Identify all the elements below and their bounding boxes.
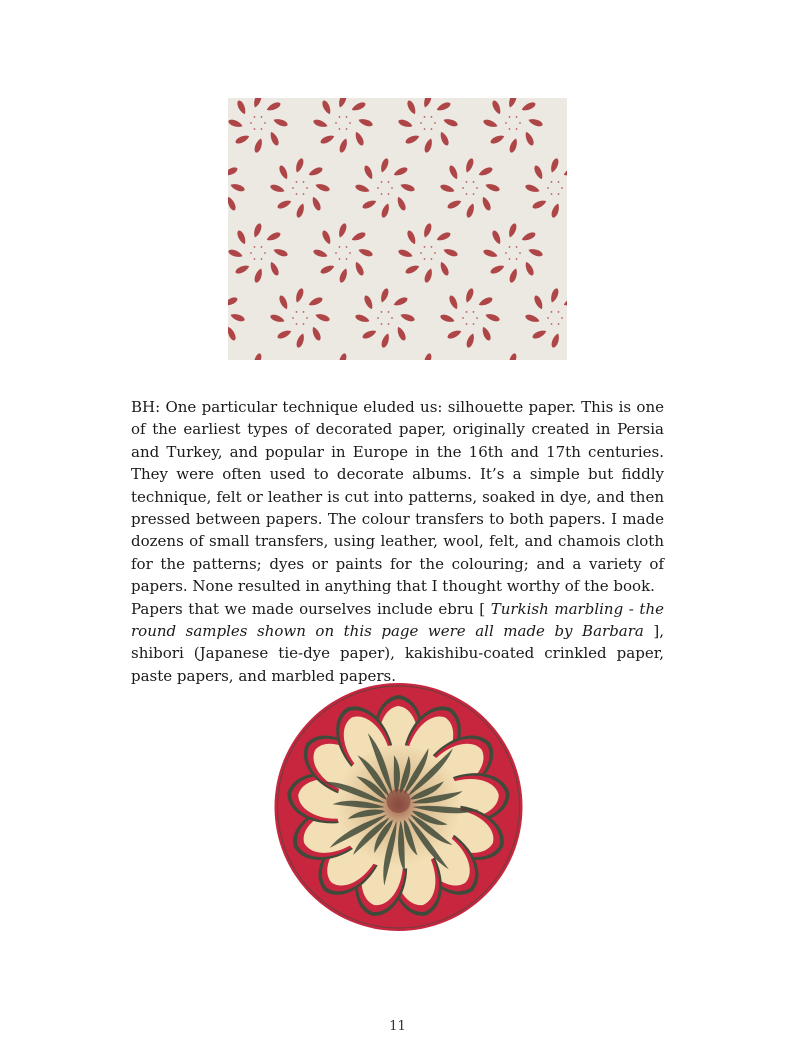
silhouette-petal <box>406 229 418 245</box>
silhouette-petal <box>423 138 434 154</box>
silhouette-dot <box>424 128 426 130</box>
silhouette-petal <box>404 133 420 145</box>
silhouette-rosette <box>397 352 458 360</box>
silhouette-rosette <box>524 287 567 348</box>
silhouette-petal <box>363 164 375 180</box>
silhouette-petal <box>273 247 289 258</box>
silhouette-petal <box>507 98 518 108</box>
silhouette-rosette <box>482 98 543 154</box>
silhouette-dot <box>346 258 348 260</box>
silhouette-dot <box>303 181 305 183</box>
silhouette-petal <box>276 198 292 210</box>
silhouette-petal <box>528 117 544 128</box>
silhouette-petal <box>489 133 505 145</box>
silhouette-dot <box>264 122 266 124</box>
silhouette-rosette <box>439 157 500 218</box>
silhouette-dot <box>303 193 305 195</box>
silhouette-petal <box>531 328 547 340</box>
silhouette-petal <box>338 138 349 154</box>
silhouette-petal <box>406 99 418 115</box>
silhouette-rosette <box>269 287 330 348</box>
silhouette-petal <box>278 164 290 180</box>
silhouette-dot <box>261 128 263 130</box>
silhouette-dot <box>462 187 464 189</box>
silhouette-dot <box>462 317 464 319</box>
silhouette-petal <box>400 182 416 193</box>
silhouette-petal <box>354 313 370 324</box>
silhouette-dot <box>264 252 266 254</box>
silhouette-petal <box>478 166 494 178</box>
silhouette-petal <box>423 268 434 284</box>
silhouette-petal <box>422 352 433 360</box>
silhouette-pattern <box>228 98 567 360</box>
silhouette-petal <box>278 294 290 310</box>
silhouette-petal <box>491 229 503 245</box>
silhouette-petal <box>228 166 239 178</box>
silhouette-petal <box>321 359 333 360</box>
silhouette-dot <box>431 258 433 260</box>
silhouette-dot <box>551 181 553 183</box>
silhouette-dot <box>476 187 478 189</box>
silhouette-petal <box>253 268 264 284</box>
silhouette-petal <box>294 157 305 173</box>
silhouette-dot <box>547 317 549 319</box>
silhouette-petal <box>338 268 349 284</box>
silhouette-dot <box>346 128 348 130</box>
silhouette-petal <box>480 326 492 342</box>
silhouette-petal <box>228 196 237 212</box>
silhouette-petal <box>549 287 560 303</box>
silhouette-petal <box>550 203 561 219</box>
silhouette-rosette <box>397 98 458 154</box>
silhouette-petal <box>380 333 391 349</box>
silhouette-petal <box>482 118 498 129</box>
silhouette-petal <box>273 117 289 128</box>
silhouette-petal <box>252 98 263 108</box>
silhouette-dot <box>381 311 383 313</box>
silhouette-dot <box>420 122 422 124</box>
silhouette-dot <box>335 252 337 254</box>
silhouette-petal <box>236 229 248 245</box>
silhouette-petal <box>310 196 322 212</box>
silhouette-petal <box>439 183 455 194</box>
silhouette-petal <box>438 261 450 277</box>
silhouette-petal <box>351 231 367 243</box>
silhouette-dot <box>431 116 433 118</box>
silhouette-dot <box>558 311 560 313</box>
silhouette-petal <box>397 248 413 259</box>
silhouette-dot <box>516 246 518 248</box>
silhouette-rosette <box>228 287 246 348</box>
silhouette-dot <box>558 181 560 183</box>
silhouette-dot <box>424 246 426 248</box>
silhouette-rosette <box>312 222 373 283</box>
silhouette-petal <box>523 131 535 147</box>
silhouette-petal <box>276 328 292 340</box>
silhouette-dot <box>509 128 511 130</box>
silhouette-petal <box>295 333 306 349</box>
silhouette-dot <box>558 193 560 195</box>
silhouette-dot <box>388 181 390 183</box>
silhouette-petal <box>439 313 455 324</box>
silhouette-petal <box>230 182 246 193</box>
paragraph-papers-italic: Turkish marbling - the round samples shown on this page were all made by Barbara <box>131 599 664 641</box>
silhouette-dot <box>254 128 256 130</box>
silhouette-petal <box>436 231 452 243</box>
silhouette-dot <box>434 252 436 254</box>
silhouette-dot <box>388 193 390 195</box>
silhouette-petal <box>315 182 331 193</box>
silhouette-petal <box>508 268 519 284</box>
silhouette-dot <box>381 181 383 183</box>
silhouette-petal <box>354 183 370 194</box>
silhouette-petal <box>363 294 375 310</box>
silhouette-petal <box>436 101 452 113</box>
silhouette-petal <box>294 287 305 303</box>
silhouette-dot <box>431 246 433 248</box>
silhouette-petal <box>446 328 462 340</box>
silhouette-petal <box>549 157 560 173</box>
silhouette-dot <box>346 246 348 248</box>
silhouette-petal <box>464 287 475 303</box>
silhouette-dot <box>466 311 468 313</box>
silhouette-petal <box>337 98 348 108</box>
paragraph-silhouette: BH: One particular technique eluded us: silhouette paper. This is one of the earliest types of decorated paper, originally created in Persia and Turkey, and popular in Europe in the 16th and 17th centuries. They were often used to decorate albums. It’s a simple but fiddly technique, felt or leather is cut into patterns, soaked in dye, and then pressed between papers. The colour transfers to both papers. I made dozens of small transfers, using leather, wool, felt, and chamois cloth for the patterns; dyes or paints for the colouring; and a variety of papers. None resulted in anything that I thought worthy of the book. <box>131 398 664 596</box>
silhouette-petal <box>489 263 505 275</box>
silhouette-dot <box>509 116 511 118</box>
silhouette-petal <box>358 117 374 128</box>
silhouette-petal <box>312 118 328 129</box>
silhouette-petal <box>523 261 535 277</box>
silhouette-petal <box>395 196 407 212</box>
silhouette-dot <box>509 258 511 260</box>
silhouette-petal <box>234 133 250 145</box>
silhouette-petal <box>230 312 246 323</box>
silhouette-petal <box>400 312 416 323</box>
paragraph-papers-made <box>131 598 664 688</box>
silhouette-dot <box>306 317 308 319</box>
silhouette-dot <box>303 323 305 325</box>
silhouette-dot <box>561 317 563 319</box>
silhouette-petal <box>533 294 545 310</box>
silhouette-petal <box>478 296 494 308</box>
silhouette-rosette <box>228 157 246 218</box>
silhouette-petal <box>443 247 459 258</box>
silhouette-dot <box>335 122 337 124</box>
silhouette-petal <box>379 157 390 173</box>
silhouette-petal <box>521 101 537 113</box>
silhouette-petal <box>269 183 285 194</box>
silhouette-dot <box>516 128 518 130</box>
silhouette-petal <box>565 326 567 342</box>
silhouette-petal <box>406 359 418 360</box>
body-text <box>131 396 664 687</box>
silhouette-petal <box>252 222 263 238</box>
silhouette-dot <box>296 311 298 313</box>
silhouette-dot <box>519 252 521 254</box>
silhouette-dot <box>254 258 256 260</box>
silhouette-rosette <box>228 222 289 283</box>
silhouette-dot <box>388 323 390 325</box>
silhouette-petal <box>404 263 420 275</box>
silhouette-petal <box>337 222 348 238</box>
silhouette-dot <box>466 193 468 195</box>
silhouette-dot <box>547 187 549 189</box>
silhouette-dot <box>296 181 298 183</box>
silhouette-petal <box>380 203 391 219</box>
silhouette-petal <box>465 333 476 349</box>
silhouette-petal <box>353 131 365 147</box>
silhouette-petal <box>393 166 409 178</box>
silhouette-petal <box>448 164 460 180</box>
silhouette-dot <box>391 317 393 319</box>
silhouette-paper-image <box>228 98 567 360</box>
silhouette-petal <box>397 118 413 129</box>
silhouette-rosettes <box>228 98 567 360</box>
silhouette-dot <box>346 116 348 118</box>
silhouette-petal <box>508 138 519 154</box>
silhouette-dot <box>381 323 383 325</box>
silhouette-dot <box>254 116 256 118</box>
silhouette-dot <box>473 181 475 183</box>
silhouette-petal <box>269 313 285 324</box>
silhouette-petal <box>446 198 462 210</box>
silhouette-dot <box>250 122 252 124</box>
silhouette-petal <box>438 131 450 147</box>
silhouette-petal <box>266 101 282 113</box>
page-number: 11 <box>389 1019 406 1034</box>
silhouette-petal <box>353 261 365 277</box>
silhouette-dot <box>505 252 507 254</box>
silhouette-dot <box>434 122 436 124</box>
silhouette-dot <box>473 323 475 325</box>
silhouette-dot <box>466 323 468 325</box>
silhouette-dot <box>349 122 351 124</box>
silhouette-dot <box>473 311 475 313</box>
silhouette-petal <box>563 166 567 178</box>
silhouette-petal <box>308 166 324 178</box>
silhouette-petal <box>268 261 280 277</box>
silhouette-dot <box>473 193 475 195</box>
silhouette-petal <box>361 198 377 210</box>
silhouette-petal <box>351 101 367 113</box>
silhouette-dot <box>349 252 351 254</box>
silhouette-rosette <box>269 157 330 218</box>
silhouette-petal <box>528 247 544 258</box>
silhouette-rosette <box>312 352 373 360</box>
silhouette-petal <box>315 312 331 323</box>
silhouette-dot <box>551 311 553 313</box>
silhouette-petal <box>361 328 377 340</box>
silhouette-petal <box>319 133 335 145</box>
silhouette-petal <box>465 203 476 219</box>
silhouette-dot <box>254 246 256 248</box>
silhouette-dot <box>388 311 390 313</box>
silhouette-dot <box>558 323 560 325</box>
silhouette-petal <box>531 198 547 210</box>
silhouette-petal <box>310 326 322 342</box>
silhouette-petal <box>228 296 239 308</box>
silhouette-dot <box>296 193 298 195</box>
silhouette-petal <box>485 312 501 323</box>
silhouette-petal <box>393 296 409 308</box>
silhouette-dot <box>476 317 478 319</box>
silhouette-petal <box>524 313 540 324</box>
silhouette-petal <box>422 222 433 238</box>
silhouette-rosette <box>439 287 500 348</box>
silhouette-petal <box>268 131 280 147</box>
silhouette-dot <box>505 122 507 124</box>
silhouette-dot <box>261 116 263 118</box>
silhouette-petal <box>482 248 498 259</box>
silhouette-petal <box>565 196 567 212</box>
silhouette-rosette <box>397 222 458 283</box>
silhouette-petal <box>228 118 243 129</box>
silhouette-petal <box>507 222 518 238</box>
silhouette-rosette <box>228 98 289 154</box>
silhouette-petal <box>228 248 243 259</box>
silhouette-petal <box>321 99 333 115</box>
silhouette-dot <box>551 323 553 325</box>
silhouette-petal <box>480 196 492 212</box>
silhouette-petal <box>395 326 407 342</box>
silhouette-rosette <box>524 157 567 218</box>
silhouette-dot <box>261 246 263 248</box>
silhouette-petal <box>236 99 248 115</box>
silhouette-dot <box>292 317 294 319</box>
silhouette-petal <box>550 333 561 349</box>
paragraph-papers-lead: Papers that we made ourselves include ebru [ <box>131 599 491 618</box>
silhouette-petal <box>295 203 306 219</box>
silhouette-dot <box>509 246 511 248</box>
silhouette-petal <box>533 164 545 180</box>
silhouette-petal <box>507 352 518 360</box>
silhouette-rosette <box>354 287 415 348</box>
silhouette-petal <box>491 99 503 115</box>
silhouette-petal <box>308 296 324 308</box>
silhouette-dot <box>339 246 341 248</box>
silhouette-petal <box>234 263 250 275</box>
silhouette-dot <box>551 193 553 195</box>
ebru-marbling-image <box>271 682 526 932</box>
silhouette-petal <box>337 352 348 360</box>
silhouette-dot <box>306 187 308 189</box>
silhouette-dot <box>250 252 252 254</box>
silhouette-petal <box>236 359 248 360</box>
silhouette-dot <box>391 187 393 189</box>
silhouette-petal <box>312 248 328 259</box>
silhouette-petal <box>228 326 237 342</box>
silhouette-dot <box>303 311 305 313</box>
silhouette-rosette <box>228 352 289 360</box>
silhouette-dot <box>377 317 379 319</box>
silhouette-dot <box>377 187 379 189</box>
silhouette-dot <box>296 323 298 325</box>
silhouette-petal <box>321 229 333 245</box>
silhouette-dot <box>466 181 468 183</box>
silhouette-rosette <box>312 98 373 154</box>
silhouette-petal <box>253 138 264 154</box>
silhouette-petal <box>379 287 390 303</box>
silhouette-petal <box>491 359 503 360</box>
silhouette-petal <box>319 263 335 275</box>
silhouette-dot <box>339 128 341 130</box>
ebru-flower <box>271 682 526 932</box>
silhouette-rosette <box>482 222 543 283</box>
paragraph-papers-tail: ], shibori (Japanese tie-dye paper), kakishibu-coated crinkled paper, paste papers, and marbled papers. <box>131 622 665 685</box>
silhouette-petal <box>485 182 501 193</box>
silhouette-petal <box>563 296 567 308</box>
silhouette-dot <box>424 116 426 118</box>
silhouette-rosette <box>354 157 415 218</box>
silhouette-dot <box>424 258 426 260</box>
ebru-core <box>387 789 411 813</box>
silhouette-petal <box>448 294 460 310</box>
silhouette-dot <box>420 252 422 254</box>
silhouette-petal <box>358 247 374 258</box>
silhouette-dot <box>261 258 263 260</box>
silhouette-rosette <box>482 352 543 360</box>
silhouette-petal <box>266 231 282 243</box>
silhouette-petal <box>443 117 459 128</box>
silhouette-dot <box>516 258 518 260</box>
silhouette-petal <box>524 183 540 194</box>
silhouette-petal <box>422 98 433 108</box>
silhouette-petal <box>252 352 263 360</box>
silhouette-dot <box>339 116 341 118</box>
silhouette-dot <box>292 187 294 189</box>
silhouette-petal <box>521 231 537 243</box>
silhouette-dot <box>516 116 518 118</box>
silhouette-dot <box>561 187 563 189</box>
silhouette-petal <box>464 157 475 173</box>
silhouette-dot <box>519 122 521 124</box>
silhouette-dot <box>339 258 341 260</box>
silhouette-dot <box>431 128 433 130</box>
silhouette-dot <box>381 193 383 195</box>
